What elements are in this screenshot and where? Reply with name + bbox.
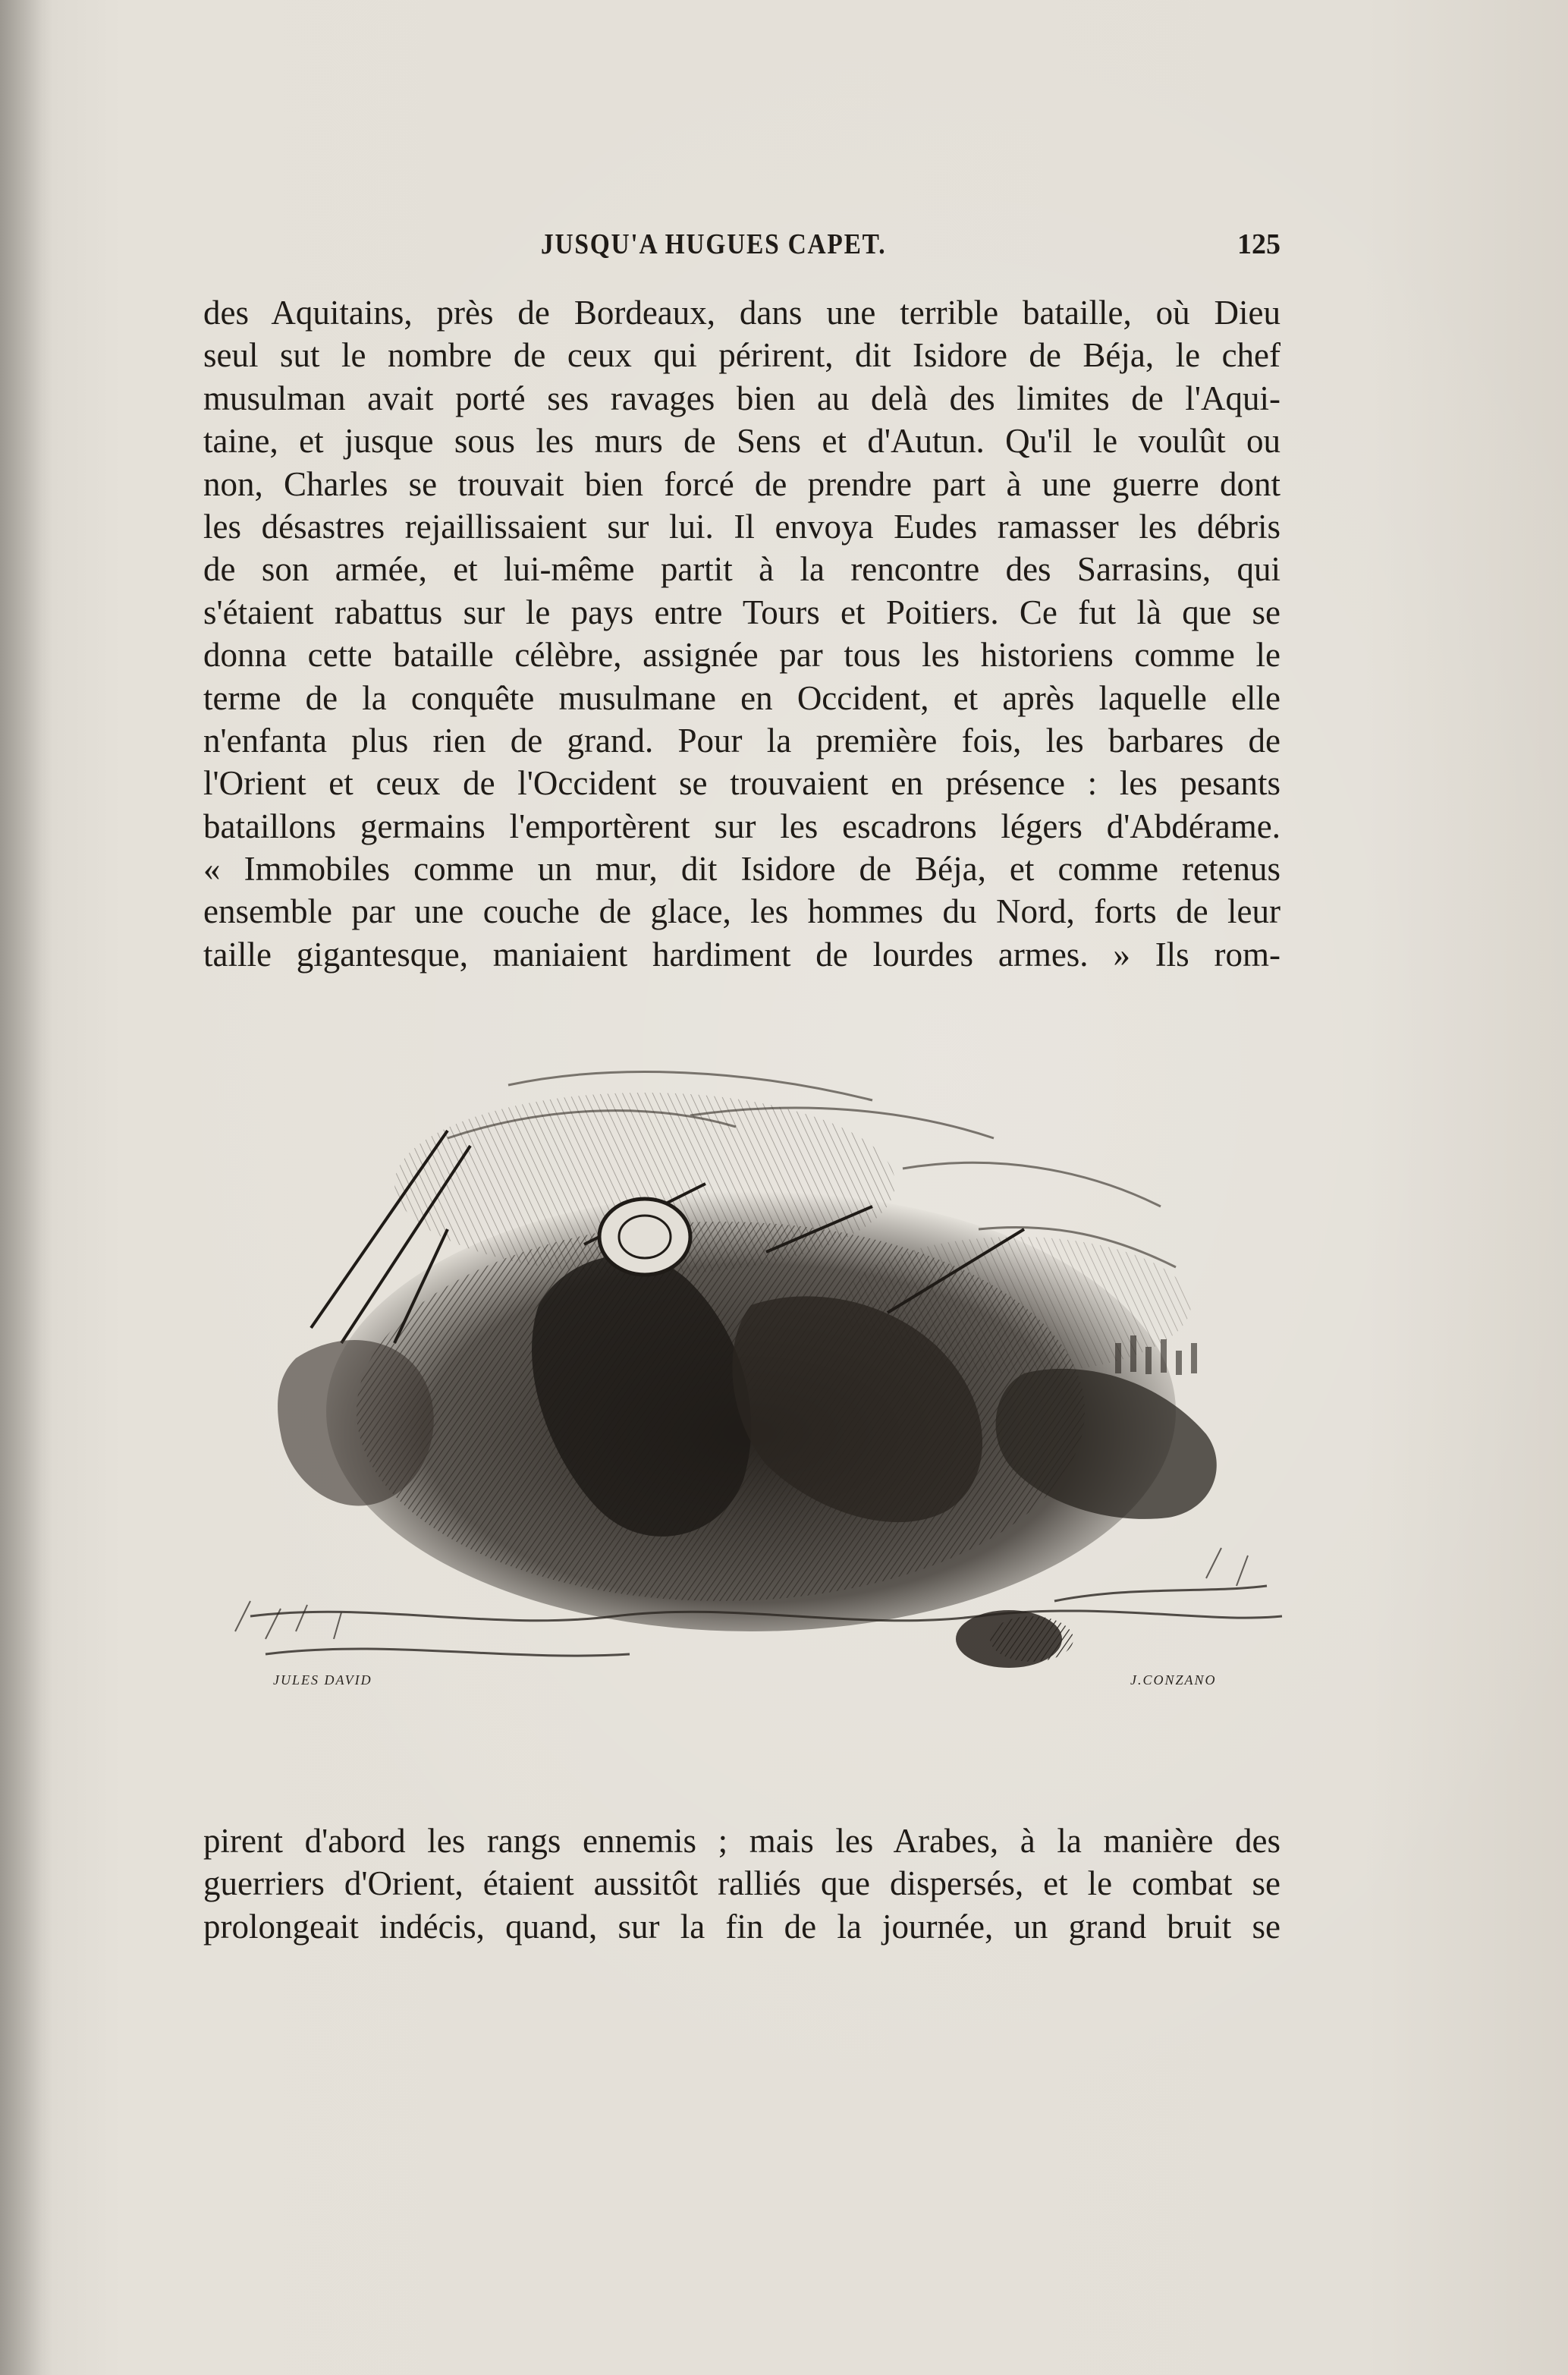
text-line: n'enfanta plus rien de grand. Pour la première fois, les barbares de: [203, 721, 1280, 760]
text-line: s'étaient rabattus sur le pays entre Tours et Poitiers. Ce fut là que se: [203, 593, 1280, 631]
running-head-title: JUSQU'A HUGUES CAPET.: [541, 228, 887, 260]
page-number: 125: [1237, 228, 1280, 260]
battle-engraving-illustration: [220, 1055, 1312, 1722]
text-line: taille gigantesque, maniaient hardiment de lourdes armes. » Ils rom-: [203, 935, 1280, 974]
battle-engraving-icon: [220, 1055, 1312, 1722]
text-line: taine, et jusque sous les murs de Sens et d'Autun. Qu'il le voulût ou: [203, 422, 1280, 461]
gutter-shadow: [0, 0, 53, 2375]
text-line: seul sut le nombre de ceux qui périrent, dit Isidore de Béja, le chef: [203, 336, 1280, 375]
text-line: les désastres rejaillissaient sur lui. Il envoya Eudes ramasser les débris: [203, 507, 1280, 546]
text-line: guerriers d'Orient, étaient aussitôt ralliés que dispersés, et le combat se: [203, 1864, 1280, 1903]
text-line: non, Charles se trouvait bien forcé de prendre part à une guerre dont: [203, 464, 1280, 503]
text-line: pirent d'abord les rangs ennemis ; mais les Arabes, à la manière des: [203, 1822, 1280, 1860]
engraver-signature-right: J.CONZANO: [1130, 1672, 1217, 1688]
engraver-signature-left: JULES DAVID: [273, 1672, 372, 1688]
text-line: bataillons germains l'emportèrent sur les escadrons légers d'Abdérame.: [203, 807, 1280, 845]
text-line: « Immobiles comme un mur, dit Isidore de Béja, et comme retenus: [203, 850, 1280, 889]
text-line: de son armée, et lui-même partit à la rencontre des Sarrasins, qui: [203, 550, 1280, 589]
running-head: [203, 228, 1280, 273]
body-text-bottom: [203, 1820, 1280, 1948]
text-line: musulman avait porté ses ravages bien au delà des limites de l'Aqui-: [203, 379, 1280, 417]
text-line: donna cette bataille célèbre, assignée par tous les historiens comme le: [203, 636, 1280, 675]
text-line: terme de la conquête musulmane en Occident, et après laquelle elle: [203, 678, 1280, 717]
text-line: prolongeait indécis, quand, sur la fin de la journée, un grand bruit se: [203, 1907, 1280, 1946]
text-line: des Aquitains, près de Bordeaux, dans une terrible bataille, où Dieu: [203, 294, 1280, 332]
text-line: l'Orient et ceux de l'Occident se trouvaient en présence : les pesants: [203, 764, 1280, 803]
text-line: ensemble par une couche de glace, les hommes du Nord, forts de leur: [203, 892, 1280, 931]
body-text-top: [203, 291, 1280, 976]
